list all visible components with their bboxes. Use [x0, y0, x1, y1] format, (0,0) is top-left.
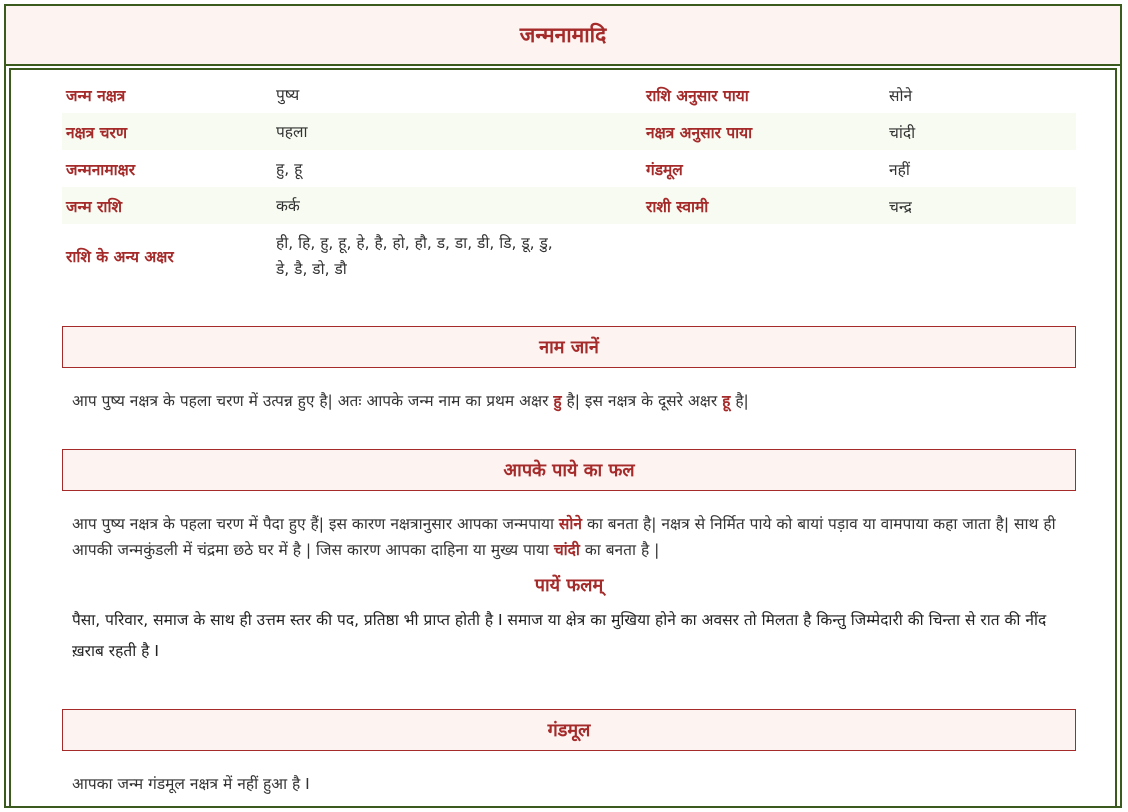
info-value: ही, हि, हु, हू, हे, है, हो, हौ, ड, डा, डी, डि, डू, डु, डे, डै, डो, डौ [276, 234, 553, 278]
info-label: जन्मनामाक्षर [66, 160, 136, 179]
result-subheading: पायें फलम् [534, 575, 604, 596]
info-table [62, 76, 1076, 288]
main-panel [4, 4, 1122, 808]
info-value: हु, हू [276, 159, 303, 178]
section-heading: गंडमूल [62, 709, 1076, 751]
highlight-akshar: हू [722, 392, 731, 410]
naam-paragraph [62, 388, 1076, 414]
info-value: पुष्य [276, 85, 300, 104]
section-heading: आपके पाये का फल [62, 449, 1076, 491]
info-label: जन्म नक्षत्र [66, 86, 126, 105]
info-row [62, 187, 1076, 224]
page-title: जन्मनामादि [519, 23, 607, 47]
section-heading: नाम जानें [62, 326, 1076, 368]
info-label: राशी स्वामी [646, 197, 709, 216]
result-paragraph: पैसा, परिवार, समाज के साथ ही उत्तम स्तर की पद, प्रतिष्ठा भी प्राप्त होती है I समाज या क्षेत्र का मुखिया होने का अवसर तो मिलता है किन्तु जिम्मेदारी की चिन्ता से रात की नींद ख़राब रहती है I [72, 611, 1047, 660]
text: है| इस नक्षत्र के दूसरे अक्षर [561, 392, 723, 410]
info-row [62, 150, 1076, 187]
info-label: नक्षत्र अनुसार पाया [646, 123, 753, 142]
section-naam [62, 326, 1076, 414]
info-value: चांदी [889, 123, 916, 142]
highlight-paya: चांदी [553, 541, 580, 559]
info-value: पहला [276, 122, 308, 141]
info-value: नहीं [889, 160, 910, 179]
info-row [62, 76, 1076, 113]
info-label: जन्म राशि [66, 197, 123, 216]
title-bar [6, 6, 1120, 66]
text: आप पुष्य नक्षत्र के पहला चरण में उत्पन्न हुए है| अतः आपके जन्म नाम का प्रथम अक्षर [72, 392, 554, 410]
info-row [62, 224, 1076, 288]
info-value: सोने [889, 86, 913, 105]
info-label: राशि अनुसार पाया [646, 86, 749, 105]
info-label: नक्षत्र चरण [66, 123, 128, 142]
info-value: कर्क [276, 196, 300, 215]
text: है| [730, 392, 749, 410]
info-row [62, 113, 1076, 150]
highlight-akshar: हु [553, 392, 562, 410]
text: आप पुष्य नक्षत्र के पहला चरण में पैदा हुए हैं| इस कारण नक्षत्रानुसार आपका जन्मपाया [72, 515, 559, 533]
text: का बनता है | [579, 541, 660, 559]
content-panel [9, 68, 1117, 808]
info-label: गंडमूल [646, 160, 683, 179]
paaye-paragraph [62, 511, 1076, 563]
section-paaye [62, 449, 1076, 667]
gandmool-paragraph: आपका जन्म गंडमूल नक्षत्र में नहीं हुआ है I [72, 775, 310, 793]
info-label: राशि के अन्य अक्षर [66, 248, 174, 266]
text: का बनता है| नक्षत्र से निर्मित पाये को बायां पड़ाव या वामपाया कहा जाता है| साथ ही आपकी जन्मकुंडली में चंद्रमा छठे घर में है | जिस कारण आपका दाहिना या मुख्य पाया [72, 515, 1056, 559]
section-gandmool [62, 709, 1076, 797]
info-value: चन्द्र [889, 197, 912, 216]
highlight-paya: सोने [558, 515, 583, 533]
